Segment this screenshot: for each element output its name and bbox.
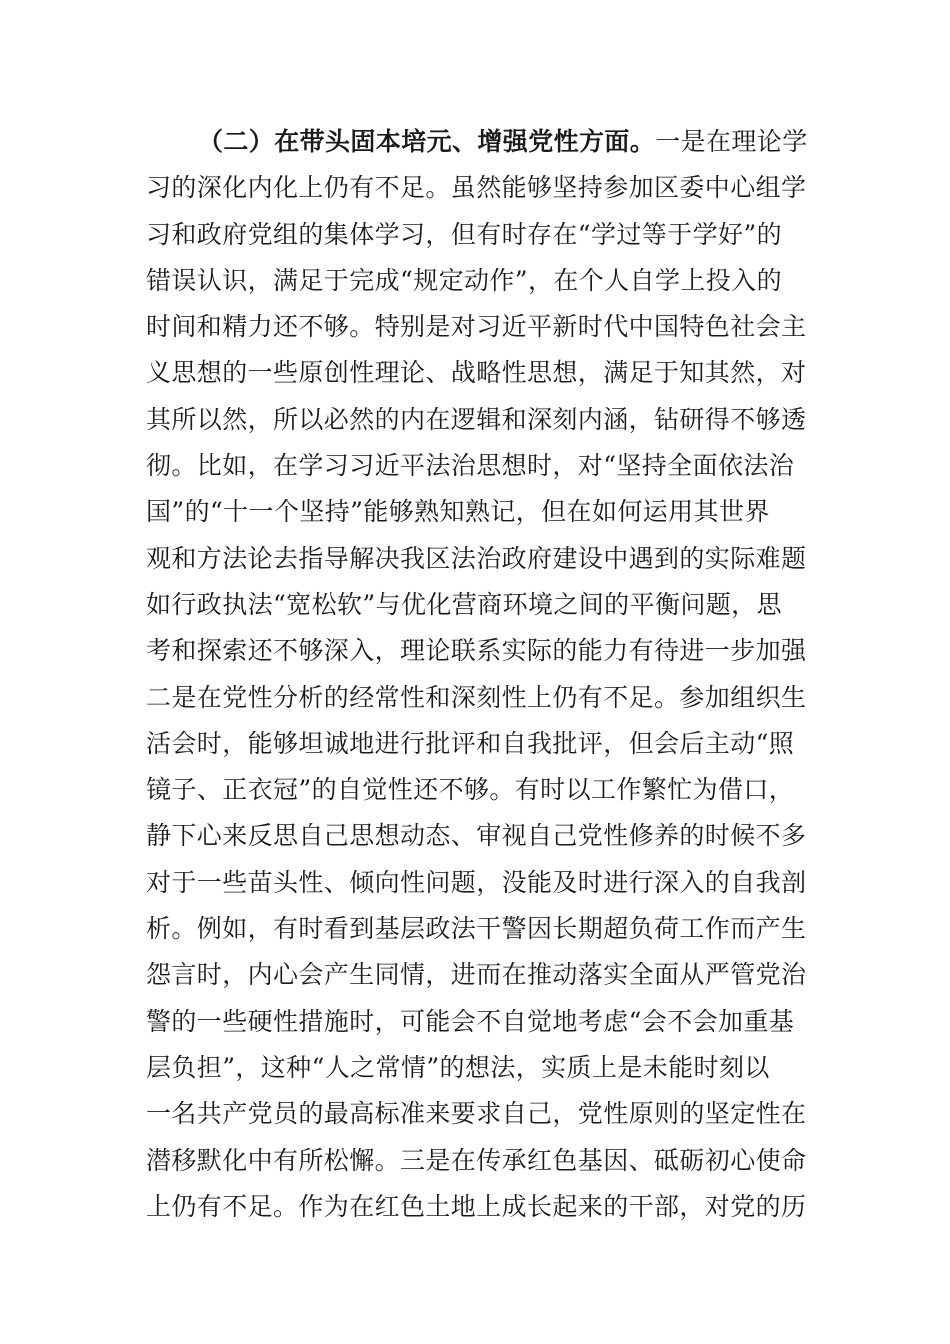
text-line: 怨言时，内心会产生同情，进而在推动落实全面从严管党治 [146, 960, 807, 990]
text-line: 一名共产党员的最高标准来要求自己，党性原则的坚定性在 [146, 1099, 807, 1129]
text-line: 如行政执法“宽松软”与优化营商环境之间的平衡问题，思 [146, 589, 782, 619]
text-line: 习的深化内化上仍有不足。虽然能够坚持参加区委中心组学 [146, 173, 807, 203]
first-line-text: 一是在理论学 [655, 127, 808, 156]
body-text [146, 119, 806, 1230]
text-line: 静下心来反思自己思想动态、审视自己党性修养的时候不多 [146, 821, 807, 851]
text-line: 观和方法论去指导解决我区法治政府建设中遇到的实际难题 [146, 543, 807, 573]
text-line: 对于一些苗头性、倾向性问题，没能及时进行深入的自我剖 [146, 867, 807, 897]
text-line: 时间和精力还不够。特别是对习近平新时代中国特色社会主 [146, 312, 807, 342]
section-heading: （二）在带头固本培元、增强党性方面。 [198, 127, 656, 156]
text-line: 潜移默化中有所松懈。三是在传承红色基因、砥砺初心使命 [146, 1145, 807, 1175]
text-line: 活会时，能够坦诚地进行批评和自我批评，但会后主动“照 [146, 728, 795, 758]
text-line: 彻。比如，在学习习近平法治思想时，对“坚持全面依法治 [146, 451, 795, 481]
text-line: 考和探索还不够深入，理论联系实际的能力有待进一步加强 [146, 636, 807, 666]
text-line: 析。例如，有时看到基层政法干警因长期超负荷工作而产生 [146, 914, 807, 944]
text-line: 镜子、正衣冠”的自觉性还不够。有时以工作繁忙为借口， [146, 775, 795, 805]
text-line: 习和政府党组的集体学习，但有时存在“学过等于学好”的 [146, 219, 782, 249]
text-line: 警的一些硬性措施时，可能会不自觉地考虑“会不会加重基 [146, 1006, 795, 1036]
text-line: 其所以然，所以必然的内在逻辑和深刻内涵，钻研得不够透 [146, 404, 807, 434]
text-line: 义思想的一些原创性理论、战略性思想，满足于知其然，对 [146, 358, 807, 388]
text-line: 错误认识，满足于完成“规定动作”，在个人自学上投入的 [146, 265, 782, 295]
text-line: 二是在党性分析的经常性和深刻性上仍有不足。参加组织生 [146, 682, 807, 712]
paragraph-first-line [146, 119, 806, 165]
text-line: 层负担”，这种“人之常情”的想法，实质上是未能时刻以 [146, 1052, 770, 1082]
text-line: 上仍有不足。作为在红色土地上成长起来的干部，对党的历 [146, 1191, 807, 1221]
text-line: 国”的“十一个坚持”能够熟知熟记，但在如何运用其世界 [146, 497, 770, 527]
